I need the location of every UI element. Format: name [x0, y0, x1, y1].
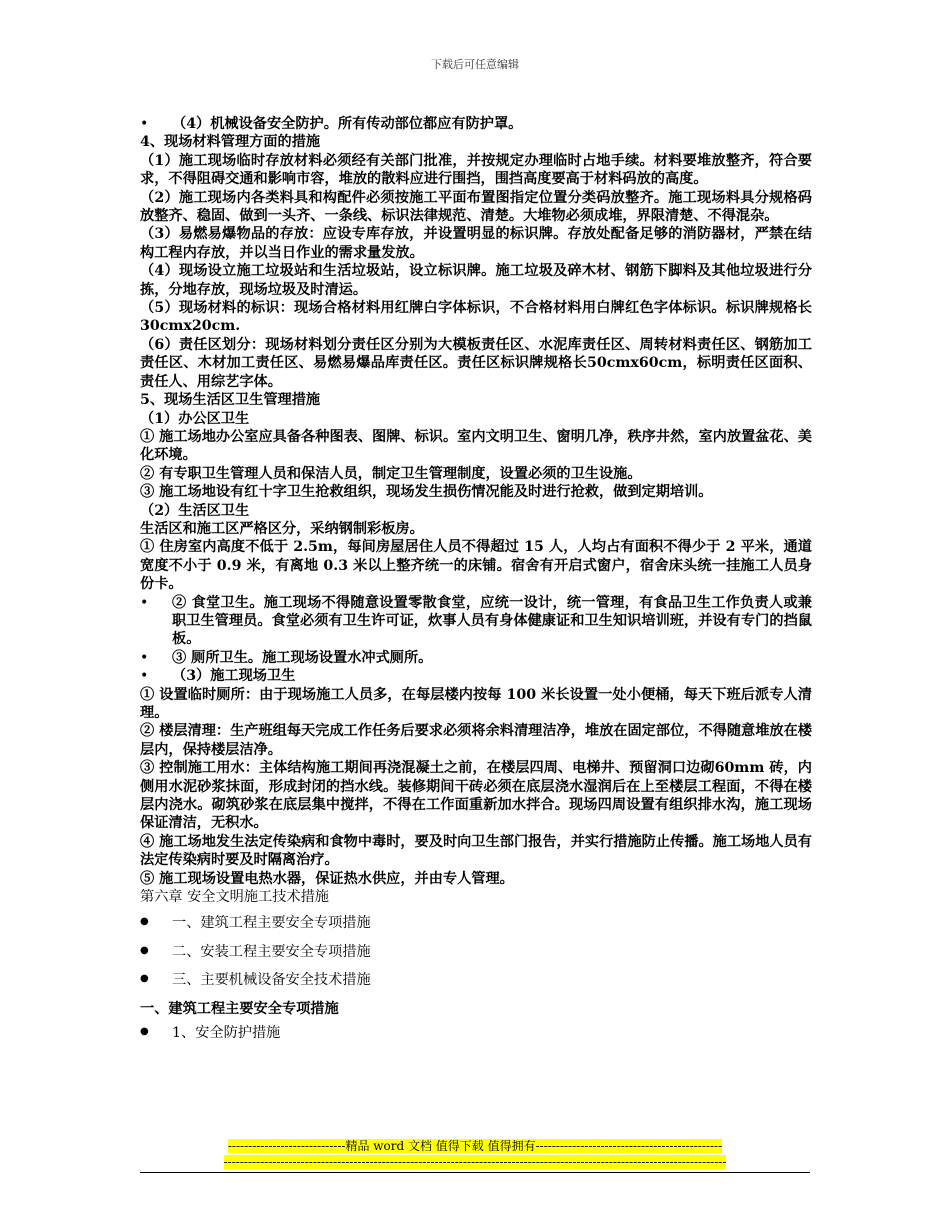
- paragraph: ④ 施工场地发生法定传染病和食物中毒时，要及时向卫生部门报告，并实行措施防止传播。施工场地人员有法定传染病时要及时隔离治疗。: [140, 833, 812, 869]
- document-body: [140, 115, 812, 1053]
- page-header: 下载后可任意编辑: [431, 58, 519, 71]
- paragraph: ③ 控制施工用水：主体结构施工期间再浇混凝土之前，在楼层四周、电梯井、预留洞口边砌60mm 砖，内侧用水泥砂浆抹面，形成封闭的挡水线。装修期间干砖必须在底层浇水湿润后在上至楼层工程面，不得在楼层内浇水。砌筑砂浆在底层集中搅拌，不得在工作面重新加水拌合。现场四周设置有组织排水沟，施工现场保证清洁，无积水。: [140, 760, 812, 832]
- footer-divider: [140, 1172, 810, 1173]
- section-heading: 4、现场材料管理方面的措施: [140, 134, 321, 151]
- paragraph: ① 施工场地办公室应具备各种图表、图牌、标识。室内文明卫生、窗明几净，秩序井然，室内放置盆花、美化环境。: [140, 428, 812, 464]
- bullet-item: • （4）机械设备安全防护。所有传动部位都应有防护罩。: [140, 115, 812, 133]
- toc-item: ● 二、安装工程主要安全专项措施: [140, 943, 812, 961]
- paragraph: ③ 施工场地设有红十字卫生抢救组织，现场发生损伤情况能及时进行抢救，做到定期培训。: [140, 484, 713, 501]
- paragraph: ① 设置临时厕所：由于现场施工人员多，在每层楼内按每 100 米长设置一处小便桶，每天下班后派专人清理。: [140, 686, 812, 721]
- paragraph: （3）易燃易爆物品的存放：应设专库存放，并设置明显的标识牌。存放处配备足够的消防器材，严禁在结构工程内存放，并以当日作业的需求量发放。: [140, 226, 812, 261]
- footer-banner: -----------------------------精品 word 文档 值得下载 值得拥有----------------------------------------------: [227, 1139, 723, 1153]
- footer-dashes: ----------------------------------------------------------------------------------------------------------------------------: [223, 1155, 727, 1169]
- page-footer: [0, 1138, 950, 1170]
- paragraph: （6）责任区划分：现场材料划分责任区分别为大模板责任区、水泥库责任区、周转材料责任区、钢筋加工责任区、木材加工责任区、易燃易爆品库责任区。责任区标识牌规格长50cmx60cm，标明责任区面积、责任人、用综艺字体。: [140, 336, 812, 390]
- toc-item: ● 一、建筑工程主要安全专项措施: [140, 914, 812, 932]
- subsection-heading: （2）生活区卫生: [140, 502, 250, 519]
- paragraph: （1）施工现场临时存放材料必须经有关部门批准，并按规定办理临时占地手续。材料要堆放整齐，符合要求，不得阻碍交通和影响市容，堆放的散料应进行围挡，围挡高度要高于材料码放的高度。: [140, 152, 812, 188]
- bullet-item: • ② 食堂卫生。施工现场不得随意设置零散食堂，应统一设计，统一管理，有食品卫生工作负责人或兼职卫生管理员。食堂必须有卫生许可证，炊事人员有身体健康证和卫生知识培训班，并设有专门的挡鼠板。: [140, 594, 812, 649]
- toc-item: ● 三、主要机械设备安全技术措施: [140, 971, 812, 989]
- bullet-item: • （3）施工现场卫生: [140, 667, 812, 685]
- paragraph: （5）现场材料的标识：现场合格材料用红牌白字体标识，不合格材料用白牌红色字体标识。标识牌规格长 30cmx20cm.: [140, 300, 812, 335]
- paragraph: ⑤ 施工现场设置电热水器，保证热水供应，并由专人管理。: [140, 870, 514, 887]
- subsection-heading: （1）办公区卫生: [140, 410, 250, 427]
- paragraph: （4）现场设立施工垃圾站和生活垃圾站，设立标识牌。施工垃圾及碎木材、钢筋下脚料及其他垃圾进行分拣，分地存放，现场垃圾及时清运。: [140, 263, 812, 298]
- paragraph: ① 住房室内高度不低于 2.5m，每间房屋居住人员不得超过 15 人，人均占有面积不得少于 2 平米，通道宽度不小于 0.9 米，有离地 0.3 米以上整齐统一的床铺。宿舍有开启式窗户，宿舍床头统一挂施工人员身份卡。: [140, 539, 812, 593]
- bullet-item: • ③ 厕所卫生。施工现场设置水冲式厕所。: [140, 649, 812, 667]
- section-heading: 5、现场生活区卫生管理措施: [140, 392, 321, 409]
- paragraph: ② 有专职卫生管理人员和保洁人员，制定卫生管理制度，设置必须的卫生设施。: [140, 465, 642, 482]
- toc-item: ● 1、安全防护措施: [140, 1024, 812, 1042]
- section-heading: 一、建筑工程主要安全专项措施: [140, 1000, 339, 1017]
- chapter-title: 第六章 安全文明施工技术措施: [140, 889, 329, 906]
- paragraph: （2）施工现场内各类料具和构配件必须按施工平面布置图指定位置分类码放整齐。施工现场料具分规格码放整齐、稳固、做到一头齐、一条线、标识法律规范、清楚。大堆物必须成堆，界限清楚、不得混杂。: [140, 189, 812, 225]
- paragraph: 生活区和施工区严格区分，采纳钢制彩板房。: [140, 520, 424, 537]
- paragraph: ② 楼层清理：生产班组每天完成工作任务后要求必须将余料清理洁净，堆放在固定部位，不得随意堆放在楼层内，保持楼层洁净。: [140, 723, 812, 758]
